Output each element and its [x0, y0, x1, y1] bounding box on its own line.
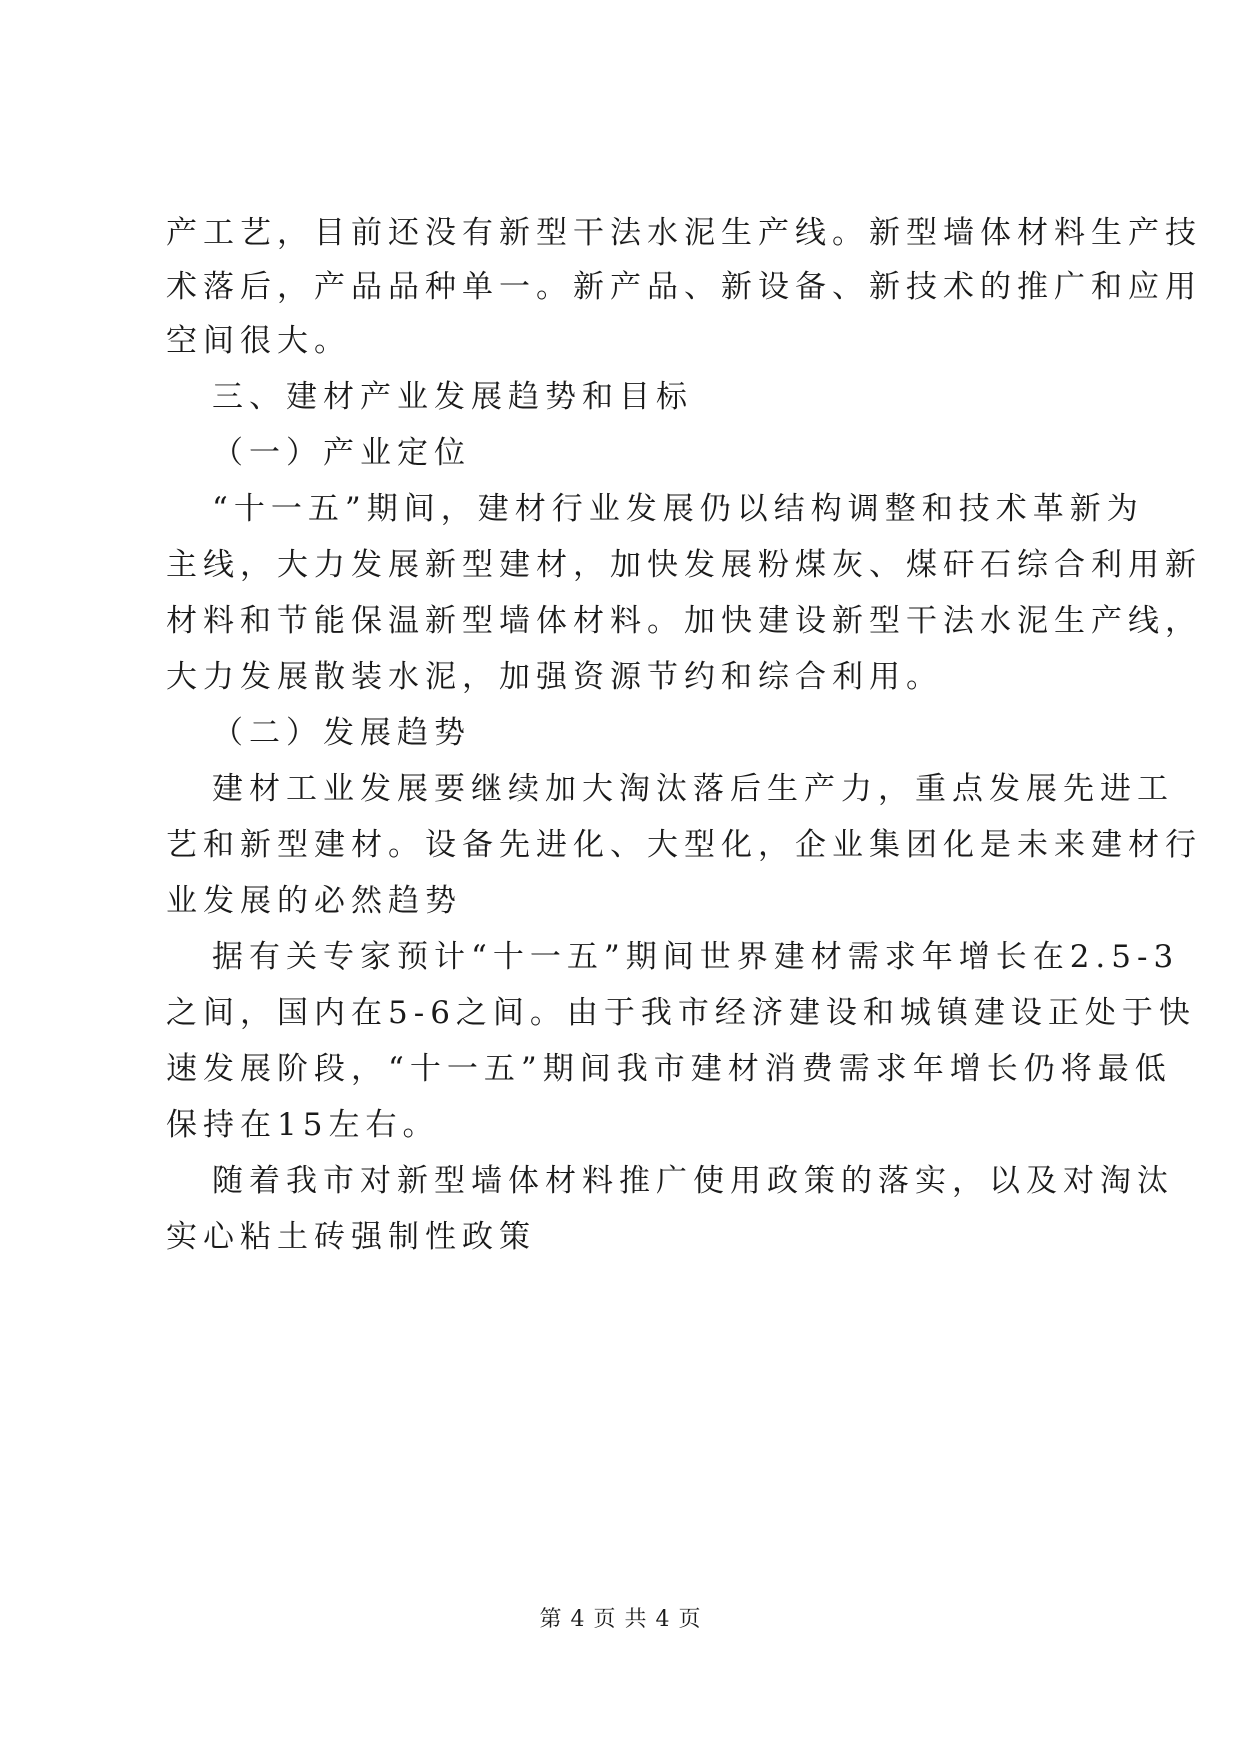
paragraph-line: 大力发展散装水泥，加强资源节约和综合利用。: [166, 659, 943, 695]
paragraph-line: 业发展的必然趋势: [166, 883, 462, 919]
paragraph-line: 据有关专家预计“十一五”期间世界建材需求年增长在2.5-3: [212, 939, 1180, 975]
paragraph-line: 保持在15左右。: [166, 1107, 440, 1143]
paragraph-line: 实心粘土砖强制性政策: [166, 1219, 536, 1255]
paragraph-line: 主线，大力发展新型建材，加快发展粉煤灰、煤矸石综合利用新: [166, 547, 1202, 583]
paragraph-line: 建材工业发展要继续加大淘汰落后生产力，重点发展先进工: [212, 771, 1174, 807]
paragraph-line: 随着我市对新型墙体材料推广使用政策的落实，以及对淘汰: [212, 1163, 1174, 1199]
paragraph-line: 产工艺，目前还没有新型干法水泥生产线。新型墙体材料生产技: [166, 215, 1202, 251]
paragraph-line: 材料和节能保温新型墙体材料。加快建设新型干法水泥生产线，: [166, 603, 1202, 639]
paragraph-line: 空间很大。: [166, 323, 351, 359]
paragraph-line: 之间，国内在5-6之间。由于我市经济建设和城镇建设正处于快: [166, 995, 1196, 1031]
subsection-heading: （二）发展趋势: [212, 715, 471, 751]
subsection-heading: （一）产业定位: [212, 435, 471, 471]
page-number: 第 4 页 共 4 页: [539, 1607, 702, 1632]
paragraph-line: 速发展阶段，“十一五”期间我市建材消费需求年增长仍将最低: [166, 1051, 1172, 1087]
section-heading: 三、建材产业发展趋势和目标: [212, 379, 693, 415]
paragraph-line: 艺和新型建材。设备先进化、大型化，企业集团化是未来建材行: [166, 827, 1202, 863]
paragraph-line: 术落后，产品品种单一。新产品、新设备、新技术的推广和应用: [166, 269, 1202, 305]
paragraph-line: “十一五”期间，建材行业发展仍以结构调整和技术革新为: [212, 491, 1144, 527]
